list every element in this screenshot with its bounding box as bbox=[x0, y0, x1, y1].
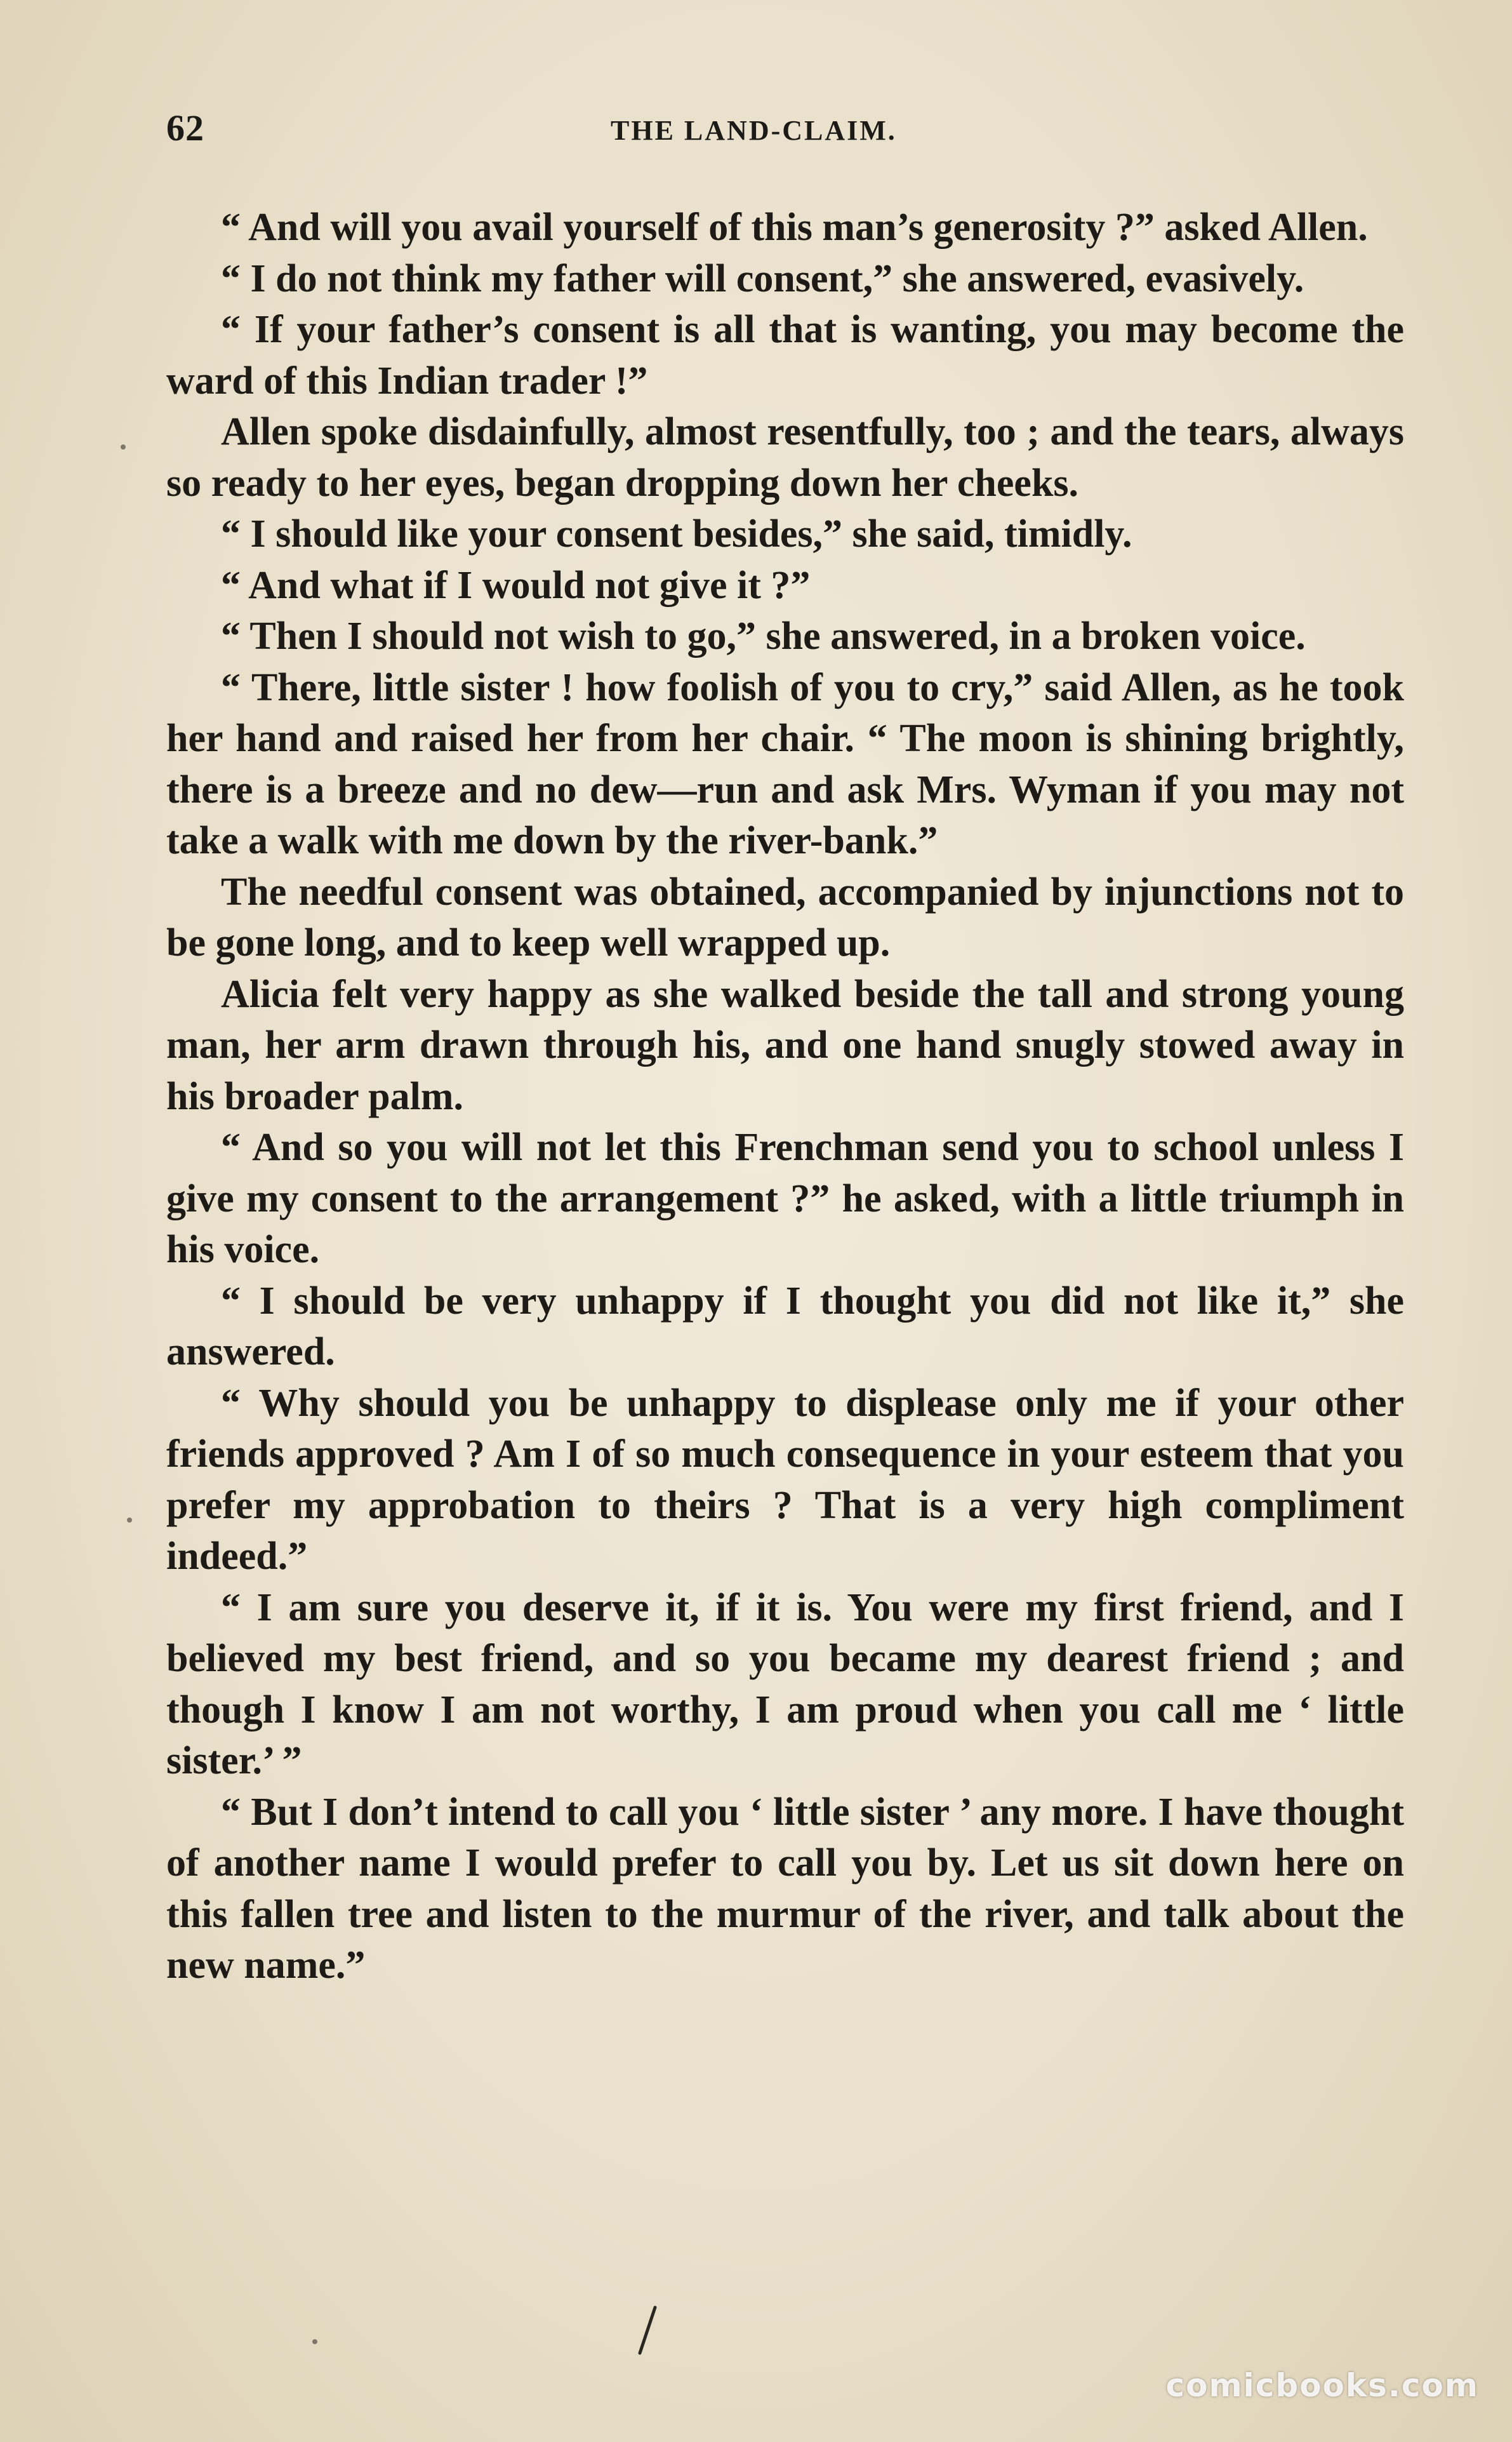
paragraph: “ And so you will not let this Frenchman send you to school unless I give my consent to the arrangement ?” he asked, with a little triumph in his voice. bbox=[166, 1126, 1404, 1271]
ink-speck bbox=[312, 2339, 317, 2344]
paragraph: “ Then I should not wish to go,” she answered, in a broken voice. bbox=[221, 615, 1306, 658]
running-title: THE LAND-CLAIM. bbox=[611, 115, 897, 146]
paragraph: “ I should like your consent besides,” she said, timidly. bbox=[221, 512, 1132, 556]
paragraph: “ I should be very unhappy if I thought you did not like it,” she answered. bbox=[166, 1279, 1404, 1373]
paragraph: Allen spoke disdainfully, almost resentfully, too ; and the tears, always so ready to her eyes, began dropping down her cheeks. bbox=[166, 410, 1404, 505]
page-number: 62 bbox=[166, 107, 204, 149]
paragraph: “ Why should you be unhappy to displease only me if your other friends approved ? Am I of so much consequence in your esteem that you prefer my approbation to theirs ? That is a very high compliment indeed.” bbox=[166, 1381, 1404, 1578]
paragraph: The needful consent was obtained, accompanied by injunctions not to be gone long, and to keep well wrapped up. bbox=[166, 870, 1404, 964]
watermark: comicbooks.com bbox=[1165, 2367, 1479, 2404]
paragraph: “ And will you avail yourself of this man’s generosity ?” asked Allen. bbox=[221, 206, 1368, 249]
paragraph: “ I am sure you deserve it, if it is. You were my first friend, and I believed my best friend, and so you became my dearest friend ; and though I know I am not worthy, I am proud when you call me ‘ little sister.’ ” bbox=[166, 1585, 1404, 1782]
paragraph: “ I do not think my father will consent,” she answered, evasively. bbox=[221, 257, 1304, 300]
ink-speck bbox=[127, 1518, 132, 1523]
paragraph: “ But I don’t intend to call you ‘ little sister ’ any more. I have thought of another name I would prefer to call you by. Let us sit down here on this fallen tree and listen to the murmur of the river, and talk about the new name.” bbox=[166, 1790, 1404, 1987]
ink-speck bbox=[121, 444, 126, 450]
paragraph: “ And what if I would not give it ?” bbox=[221, 563, 811, 607]
body-text bbox=[166, 202, 1404, 1991]
paragraph: “ There, little sister ! how foolish of you to cry,” said Allen, as he took her hand and raised her from her chair. “ The moon is shining brightly, there is a breeze and no dew—run and ask Mrs. Wyman if you may not take a walk with me down by the river-bank.” bbox=[166, 665, 1404, 862]
paragraph: Alicia felt very happy as she walked beside the tall and strong young man, her arm drawn through his, and one hand snugly stowed away in his broader palm. bbox=[166, 972, 1404, 1118]
paragraph: “ If your father’s consent is all that is wanting, you may become the ward of this Indian trader !” bbox=[166, 308, 1404, 403]
pencil-mark-icon bbox=[635, 2305, 660, 2356]
page-header bbox=[166, 107, 1404, 157]
